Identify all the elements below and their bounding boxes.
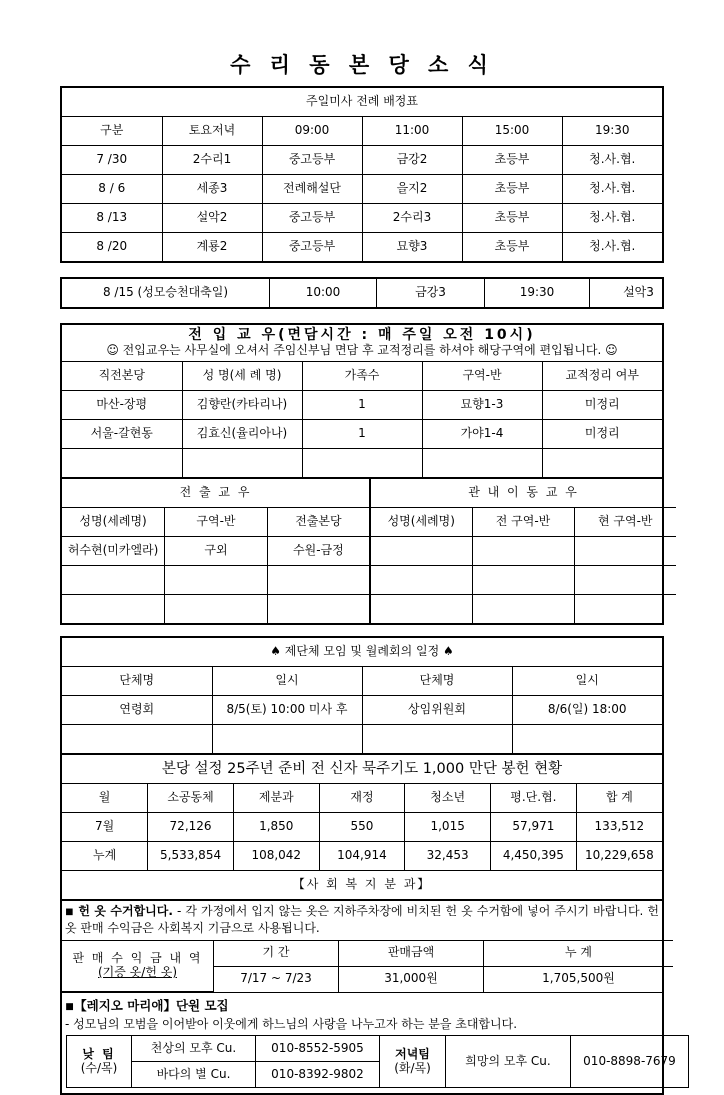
off-r0-c0: 7월 [62,812,148,841]
to-r2-c0 [62,594,165,623]
off-r0-c3: 550 [319,812,405,841]
im-r1-c0 [370,565,472,594]
internal-move-heading: 관 내 이 동 교 우 [370,479,676,508]
off-col-5: 평.단.협. [491,783,577,812]
mass-col-0: 구분 [62,117,162,146]
im-col-2: 현 구역-반 [574,507,676,536]
table-row [62,146,662,175]
off-col-1: 소공동체 [148,783,234,812]
mass-r0-c1: 2수리1 [162,146,262,175]
clothes-collection-paragraph [62,901,662,940]
ti-r2-c3 [422,448,542,477]
mass-r1-c2: 전례해설단 [262,175,362,204]
gm-r0-c3: 8/6(일) 18:00 [512,695,662,724]
ti-col-3: 구역-반 [422,361,542,390]
legio-day-r0-phone: 010-8552-5905 [256,1036,380,1062]
transfer-in-heading: 전 입 교 우 [188,327,279,343]
mass-r3-c4: 초등부 [462,233,562,262]
legio-day-r1-name: 바다의 별 Cu. [132,1062,256,1088]
mass-col-1: 토요저녁 [162,117,262,146]
table-row [62,565,676,594]
table-row [62,279,687,307]
gm-r0-c2: 상임위원회 [362,695,512,724]
ti-r1-c0: 서울-갈현동 [62,419,182,448]
mass-col-3: 11:00 [362,117,462,146]
ti-col-1: 성 명(세 례 명) [182,361,302,390]
table-row [62,812,662,841]
table-row [62,536,676,565]
spacer [60,309,664,323]
table-row [62,419,662,448]
legio-evening-team-line2: (화/목) [394,1060,431,1075]
off-r0-c2: 1,850 [233,812,319,841]
table-row [62,175,662,204]
im-r2-c0 [370,594,472,623]
mass-r1-c4: 초등부 [462,175,562,204]
sales-row-label [62,940,214,992]
transfer-out-and-move-table [60,479,664,625]
table-header-row [62,507,676,536]
to-col-1: 구역-반 [165,507,268,536]
ti-col-2: 가족수 [302,361,422,390]
welfare-section-heading: 【사 회 복 지 분 과】 [62,870,662,899]
sales-row-label-line1: 판 매 수 익 금 내 역 [72,951,203,966]
ti-r2-c2 [302,448,422,477]
table-header-row [62,117,662,146]
mass-r1-c0: 8 / 6 [62,175,162,204]
off-r1-c2: 108,042 [233,841,319,870]
mass-r2-c2: 중고등부 [262,204,362,233]
feast-cell-2: 19:30 [485,279,590,307]
off-r1-c6: 10,229,658 [576,841,662,870]
ti-r1-c3: 가야1-4 [422,419,542,448]
mass-schedule-table [60,86,664,263]
table-row [62,204,662,233]
off-col-0: 월 [62,783,148,812]
to-r1-c1 [165,565,268,594]
ti-r2-c1 [182,448,302,477]
mass-col-4: 15:00 [462,117,562,146]
gm-r1-c3 [512,724,662,753]
sales-val-0: 7/17 ~ 7/23 [214,966,339,992]
off-r1-c3: 104,914 [319,841,405,870]
im-r0-c1 [472,536,574,565]
gm-r1-c2 [362,724,512,753]
legio-evening-team-line1: 저녁팀 [395,1046,430,1061]
mass-r1-c5: 청.사.협. [562,175,662,204]
mass-col-5: 19:30 [562,117,662,146]
ti-r1-c4: 미정리 [542,419,662,448]
im-r2-c2 [574,594,676,623]
off-r0-c1: 72,126 [148,812,234,841]
sales-row-label-line2: (기증 옷/헌 옷) [98,964,177,979]
mass-r2-c1: 설악2 [162,204,262,233]
table-row [62,594,676,623]
to-r0-c1: 구외 [165,536,268,565]
off-r0-c4: 1,015 [405,812,491,841]
offering-status-table [60,755,664,901]
im-r1-c1 [472,565,574,594]
legio-day-r0-name: 천상의 모후 Cu. [132,1036,256,1062]
mass-r2-c4: 초등부 [462,204,562,233]
page-title: 수 리 동 본 당 소 식 [230,53,494,77]
transfer-in-table [60,323,664,479]
spacer [60,625,664,636]
ti-r0-c0: 마산-장평 [62,390,182,419]
gm-r1-c1 [212,724,362,753]
ti-r0-c4: 미정리 [542,390,662,419]
ti-r2-c4 [542,448,662,477]
transfer-in-heading-sub: (면담시간 : 매 주일 오전 10시) [278,327,536,343]
to-col-2: 전출본당 [267,507,370,536]
to-r1-c2 [267,565,370,594]
ti-r1-c1: 김효신(율리아나) [182,419,302,448]
gm-r0-c0: 연령회 [62,695,212,724]
to-col-0: 성명(세례명) [62,507,165,536]
mass-r3-c3: 묘향3 [362,233,462,262]
mass-r2-c5: 청.사.협. [562,204,662,233]
off-col-4: 청소년 [405,783,491,812]
mass-r1-c1: 세종3 [162,175,262,204]
gm-r1-c0 [62,724,212,753]
table-row [62,448,662,477]
ti-r0-c2: 1 [302,390,422,419]
clothes-collection-body: - 각 가정에서 입지 않는 옷은 지하주차장에 비치된 헌 옷 수거함에 넣어 주시기 바랍니다. 헌 옷 판매 수익금은 사회복지 기금으로 사용됩니다. [65,903,659,936]
off-r0-c5: 57,971 [491,812,577,841]
off-col-2: 제분과 [233,783,319,812]
legio-day-r1-phone: 010-8392-9802 [256,1062,380,1088]
table-row [67,1036,689,1062]
to-r0-c0: 허수현(미카엘라) [62,536,165,565]
mass-r3-c5: 청.사.협. [562,233,662,262]
gm-col-2: 단체명 [362,666,512,695]
ti-r1-c2: 1 [302,419,422,448]
gm-col-3: 일시 [512,666,662,695]
legio-subtext: - 성모님의 모범을 이어받아 이웃에게 하느님의 사랑을 나누고자 하는 분을 초대합니다. [65,1017,518,1032]
feast-label: 8 /15 (성모승천대축일) [62,279,270,307]
clothes-sales-table [62,940,673,993]
off-r1-c5: 4,450,395 [491,841,577,870]
mass-r0-c0: 7 /30 [62,146,162,175]
ti-col-0: 직전본당 [62,361,182,390]
to-r2-c1 [165,594,268,623]
transfer-in-note: ☺ 전입교우는 사무실에 오셔서 주임신부님 면담 후 교적정리를 하셔야 해당구역에 편입됩니다. ☺ [62,343,662,361]
im-r0-c0 [370,536,472,565]
mass-r3-c0: 8 /20 [62,233,162,262]
clothes-collection-lead: ◾ 헌 옷 수거합니다. [65,903,173,918]
legio-day-team-label [67,1036,132,1088]
legio-evening-name: 희망의 모후 Cu. [446,1036,571,1088]
gm-col-1: 일시 [212,666,362,695]
legio-day-team-line2: (수/목) [80,1060,118,1075]
mass-r0-c2: 중고등부 [262,146,362,175]
table-row [62,695,662,724]
table-header-row [62,940,673,966]
table-row [62,841,662,870]
sales-col-1: 판매금액 [339,940,484,966]
legio-teams-table [66,1035,689,1088]
off-r1-c0: 누계 [62,841,148,870]
off-r1-c1: 5,533,854 [148,841,234,870]
sales-val-1: 31,000원 [339,966,484,992]
mass-col-2: 09:00 [262,117,362,146]
table-header-row [62,783,662,812]
mass-schedule-heading: 주일미사 전례 배정표 [62,88,662,117]
legio-evening-team-label [380,1036,446,1088]
ti-r2-c0 [62,448,182,477]
mass-r0-c5: 청.사.협. [562,146,662,175]
gm-r0-c1: 8/5(토) 10:00 미사 후 [212,695,362,724]
table-header-row [62,666,662,695]
sales-val-2: 1,705,500원 [484,966,674,992]
transfer-in-heading-cell [62,325,662,343]
mass-r0-c3: 금강2 [362,146,462,175]
feast-cell-1: 금강3 [377,279,485,307]
transfer-out-heading: 전 출 교 우 [62,479,370,508]
offering-heading: 본당 설정 25주년 준비 전 신자 묵주기도 1,000 만단 봉헌 현황 [62,755,662,784]
feast-cell-0: 10:00 [270,279,377,307]
group-meetings-table [60,636,664,755]
table-row [62,724,662,753]
mass-r3-c1: 계룡2 [162,233,262,262]
im-r1-c2 [574,565,676,594]
im-col-1: 전 구역-반 [472,507,574,536]
mass-r1-c3: 을지2 [362,175,462,204]
off-r1-c4: 32,453 [405,841,491,870]
off-col-6: 합 계 [576,783,662,812]
off-r0-c6: 133,512 [576,812,662,841]
to-r2-c2 [267,594,370,623]
ti-col-4: 교적정리 여부 [542,361,662,390]
off-col-3: 재정 [319,783,405,812]
im-r0-c2 [574,536,676,565]
mass-r3-c2: 중고등부 [262,233,362,262]
mass-r0-c4: 초등부 [462,146,562,175]
feast-cell-3: 설악3 [590,279,688,307]
table-row [62,233,662,262]
group-meetings-heading: ♠ 제단체 모임 및 월례회의 일정 ♠ [62,638,662,667]
sales-col-0: 기 간 [214,940,339,966]
sales-col-2: 누 계 [484,940,674,966]
spacer [60,263,664,277]
im-r2-c1 [472,594,574,623]
feast-day-table [60,277,664,309]
to-r1-c0 [62,565,165,594]
legio-evening-phone: 010-8898-7679 [571,1036,689,1088]
table-header-row [62,361,662,390]
mass-r2-c0: 8 /13 [62,204,162,233]
legio-heading: ◾【레지오 마리애】단원 모집 [65,998,229,1014]
mass-r2-c3: 2수리3 [362,204,462,233]
ti-r0-c1: 김향란(카타리나) [182,390,302,419]
table-row [62,390,662,419]
legio-day-team-line1: 낮 팀 [82,1046,116,1061]
ti-r0-c3: 묘향1-3 [422,390,542,419]
gm-col-0: 단체명 [62,666,212,695]
im-col-0: 성명(세례명) [370,507,472,536]
welfare-section [60,901,676,1095]
to-r0-c2: 수원-금정 [267,536,370,565]
